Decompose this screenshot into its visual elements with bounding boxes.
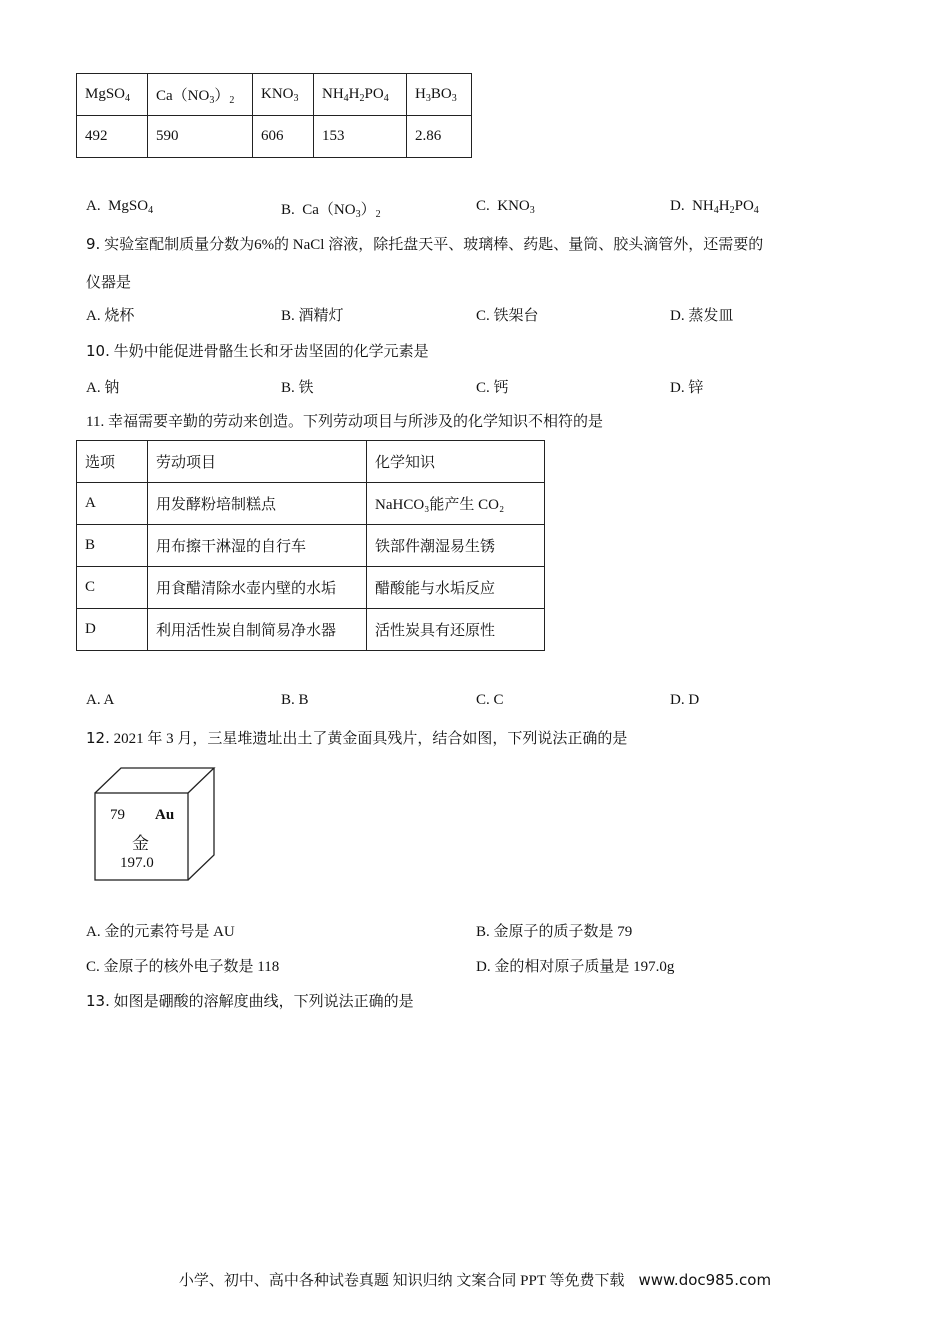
solubility-table: [76, 73, 472, 158]
q11-option-d: D. D: [670, 692, 700, 708]
footer-text: 小学、初中、高中各种试卷真题 知识归纳 文案合同 PPT 等免费下载: [178, 1273, 625, 1289]
header-ca-no3-2: $Ca(NO_3)_2$: [148, 74, 253, 116]
atomic-mass: 197.0: [120, 855, 154, 871]
value-h3bo3: 2.86: [407, 116, 472, 158]
value-kno3: 606: [253, 116, 314, 158]
q12-option-b: B. 金原子的质子数是 79: [476, 924, 633, 940]
q12-option-d: D. 金的相对原子质量是 197.0g: [476, 959, 675, 975]
value-mgso4: 492: [77, 116, 148, 158]
cell-knowledge: 活性炭具有还原性: [367, 609, 545, 651]
cell-option: D: [77, 609, 148, 651]
q11-stem: 11. 幸福需要辛勤的劳动来创造。下列劳动项目与所涉及的化学知识不相符的是: [86, 414, 603, 430]
header-option: 选项: [77, 441, 148, 483]
header-h3bo3: $H_3BO_3$: [407, 74, 472, 116]
q10-stem: [86, 340, 429, 361]
q10-option-c: C. 钙: [476, 380, 509, 396]
cell-option: B: [77, 525, 148, 567]
value-ca-no3-2: 590: [148, 116, 253, 158]
cell-knowledge: 醋酸能与水垢反应: [367, 567, 545, 609]
q12-text: 2021 年 3 月，三星堆遗址出土了黄金面具残片，结合如图，下列说法正确的是: [113, 731, 628, 747]
q11-option-b: B. B: [281, 692, 309, 708]
q13-stem: [86, 990, 414, 1011]
q9-option-b: B. 酒精灯: [281, 308, 344, 324]
table-row: [77, 609, 545, 651]
q11-option-c: C. C: [476, 692, 504, 708]
element-symbol: Au: [155, 807, 175, 823]
cell-option: C: [77, 567, 148, 609]
element-name: 金: [132, 834, 149, 853]
q9-number: 9.: [86, 235, 101, 253]
q10-option-a: A. 钠: [86, 380, 120, 396]
cell-knowledge: 铁部件潮湿易生锈: [367, 525, 545, 567]
header-kno3: $KNO_3$: [253, 74, 314, 116]
q11-option-a: A. A: [86, 692, 115, 708]
page-footer: [0, 1269, 950, 1290]
q8-option-a: A. MgSO$_4$: [86, 198, 154, 216]
gold-element-cube: [93, 767, 217, 882]
q13-number: 13.: [86, 992, 110, 1010]
table-header-row: [77, 441, 545, 483]
q9-text: 实验室配制质量分数为6%的 NaCl 溶液，除托盘天平、玻璃棒、药匙、量筒、胶头滴管外，还需要的: [104, 237, 764, 253]
header-labor-item: 劳动项目: [148, 441, 367, 483]
table-row: [77, 483, 545, 525]
table-row: [77, 525, 545, 567]
atomic-number: 79: [110, 807, 125, 823]
header-nh4h2po4: $NH_4H_2PO_4$: [314, 74, 407, 116]
cell-labor: 用食醋清除水壶内壁的水垢: [148, 567, 367, 609]
table-row: [77, 567, 545, 609]
cell-labor: 用发酵粉培制糕点: [148, 483, 367, 525]
q10-number: 10.: [86, 342, 110, 360]
q12-option-c: C. 金原子的核外电子数是 118: [86, 959, 280, 975]
cell-labor: 用布擦干淋湿的自行车: [148, 525, 367, 567]
q8-option-c: C. $KNO_3$: [476, 198, 535, 216]
q9-stem-line2: 仪器是: [86, 275, 132, 291]
q10-text: 牛奶中能促进骨骼生长和牙齿坚固的化学元素是: [113, 344, 429, 360]
q8-option-b: B. $Ca(NO_3)_2$: [281, 202, 381, 220]
q10-option-b: B. 铁: [281, 380, 314, 396]
header-mgso4: MgSO$_4$: [77, 74, 148, 116]
q8-option-d: D. $NH_4H_2PO_4$: [670, 198, 759, 216]
q9-stem-line1: [86, 233, 763, 254]
cell-knowledge: NaHCO₃能产生 CO₂: [367, 483, 545, 525]
cube-outline: [93, 767, 217, 882]
q12-stem: [86, 727, 627, 748]
q10-option-d: D. 锌: [670, 380, 704, 396]
q12-number: 12.: [86, 729, 110, 747]
q13-text: 如图是硼酸的溶解度曲线，下列说法正确的是: [113, 994, 414, 1010]
value-nh4h2po4: 153: [314, 116, 407, 158]
q9-option-a: A. 烧杯: [86, 308, 135, 324]
q12-option-a: A. 金的元素符号是 AU: [86, 924, 235, 940]
labor-knowledge-table: [76, 440, 545, 651]
q9-option-d: D. 蒸发皿: [670, 308, 734, 324]
table-header-row: [77, 74, 472, 116]
header-chem-knowledge: 化学知识: [367, 441, 545, 483]
cell-option: A: [77, 483, 148, 525]
footer-url[interactable]: www.doc985.com: [638, 1271, 772, 1289]
table-value-row: [77, 116, 472, 158]
q9-option-c: C. 铁架台: [476, 308, 539, 324]
cell-labor: 利用活性炭自制简易净水器: [148, 609, 367, 651]
